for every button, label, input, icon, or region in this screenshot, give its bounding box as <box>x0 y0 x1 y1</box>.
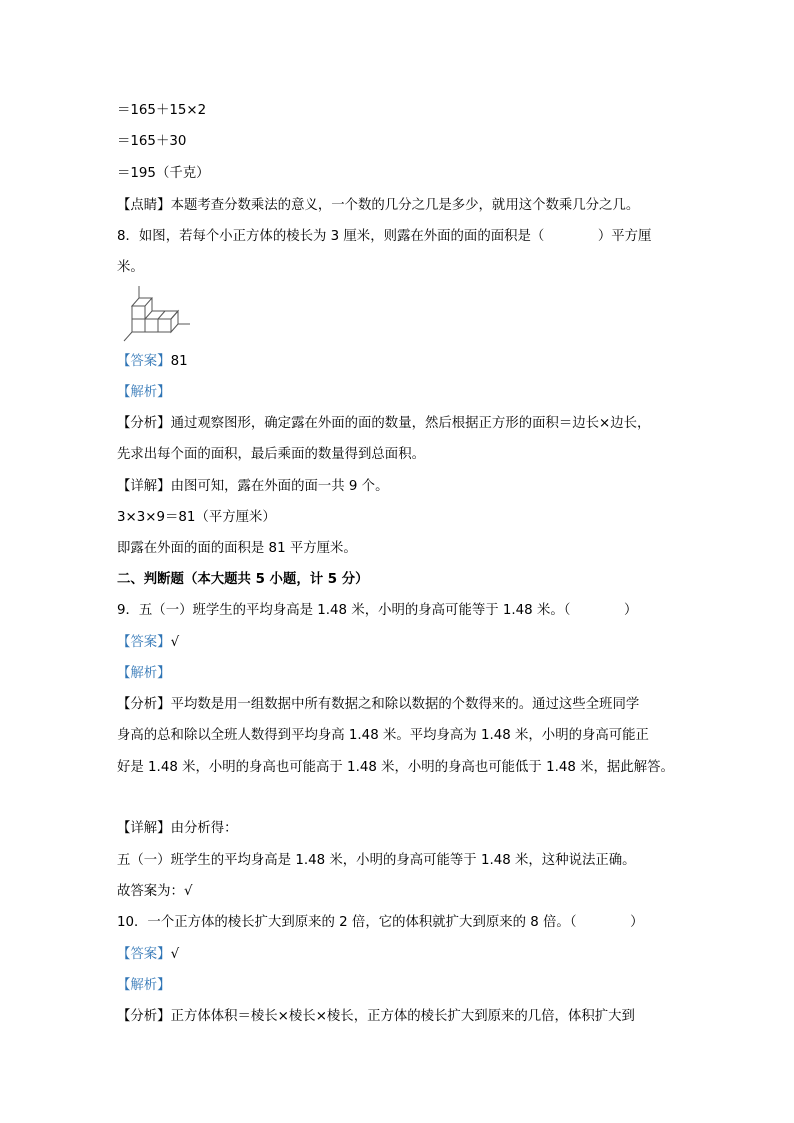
fenxi-text: 平均数是用一组数据中所有数据之和除以数据的个数得来的。通过这些全班同学 <box>170 697 640 712</box>
fenxi-paragraph <box>117 415 650 433</box>
fenxi-cont: 先求出每个面的面积，最后乘面的数量得到总面积。 <box>117 447 425 462</box>
xiangjie-paragraph <box>117 820 238 838</box>
calc-line: ＝165＋15×2 <box>117 103 207 118</box>
fenxi-cont: 身高的总和除以全班人数得到平均身高 1.48 米。平均身高为 1.48 米，小明的身高可能正 <box>117 728 649 743</box>
xiangjie-label: 【详解】 <box>117 821 171 836</box>
fenxi-paragraph <box>117 696 639 714</box>
answer-10 <box>117 946 179 964</box>
final-answer: 故答案为：√ <box>117 884 193 899</box>
conclusion: 即露在外面的面的面积是 81 平方厘米。 <box>117 541 357 556</box>
answer-9 <box>117 634 179 652</box>
fenxi-text: 正方体体积＝棱长×棱长×棱长，正方体的棱长扩大到原来的几倍，体积扩大到 <box>170 1009 635 1024</box>
answer-8 <box>117 353 188 371</box>
dianjing-label: 【点睛】 <box>117 198 171 213</box>
fenxi-paragraph <box>117 1008 635 1026</box>
answer-label: 【答案】 <box>117 354 171 369</box>
answer-value: √ <box>170 947 180 962</box>
question-8-cont: 米。 <box>117 260 144 275</box>
calc-line: 3×3×9＝81（平方厘米） <box>117 510 276 525</box>
answer-value: √ <box>170 635 180 650</box>
dianjing-paragraph <box>117 197 639 215</box>
answer-label: 【答案】 <box>117 635 171 650</box>
fenxi-label: 【分析】 <box>117 1009 171 1024</box>
section-heading: 二、判断题（本大题共 5 小题，计 5 分） <box>117 572 369 587</box>
jiexi-label: 【解析】 <box>117 385 171 400</box>
calc-line: ＝165＋30 <box>117 134 187 149</box>
question-9: 9．五（一）班学生的平均身高是 1.48 米，小明的身高可能等于 1.48 米。（ ） <box>117 603 638 618</box>
xiangjie-paragraph <box>117 478 388 496</box>
question-10: 10．一个正方体的棱长扩大到原来的 2 倍，它的体积就扩大到原来的 8 倍。（ ） <box>117 915 644 930</box>
detail-line: 五（一）班学生的平均身高是 1.48 米，小明的身高可能等于 1.48 米，这种说法正确。 <box>117 853 636 868</box>
jiexi-label: 【解析】 <box>117 666 171 681</box>
fenxi-text: 通过观察图形，确定露在外面的面的数量，然后根据正方形的面积＝边长×边长， <box>170 416 651 431</box>
xiangjie-label: 【详解】 <box>117 479 171 494</box>
answer-label: 【答案】 <box>117 947 171 962</box>
answer-value: 81 <box>170 354 188 369</box>
xiangjie-text: 由分析得： <box>170 821 238 836</box>
fenxi-cont: 好是 1.48 米，小明的身高也可能高于 1.48 米，小明的身高也可能低于 1.48 米，据此解答。 <box>117 760 674 775</box>
cube-stack-figure-icon <box>122 284 202 346</box>
fenxi-label: 【分析】 <box>117 697 171 712</box>
dianjing-text: 本题考查分数乘法的意义，一个数的几分之几是多少，就用这个数乘几分之几。 <box>170 198 640 213</box>
question-8: 8．如图，若每个小正方体的棱长为 3 厘米，则露在外面的面的面积是（ ）平方厘 <box>117 229 652 244</box>
calc-line: ＝195（千克） <box>117 166 210 181</box>
jiexi-label: 【解析】 <box>117 978 171 993</box>
xiangjie-text: 由图可知，露在外面的面一共 9 个。 <box>170 479 389 494</box>
fenxi-label: 【分析】 <box>117 416 171 431</box>
